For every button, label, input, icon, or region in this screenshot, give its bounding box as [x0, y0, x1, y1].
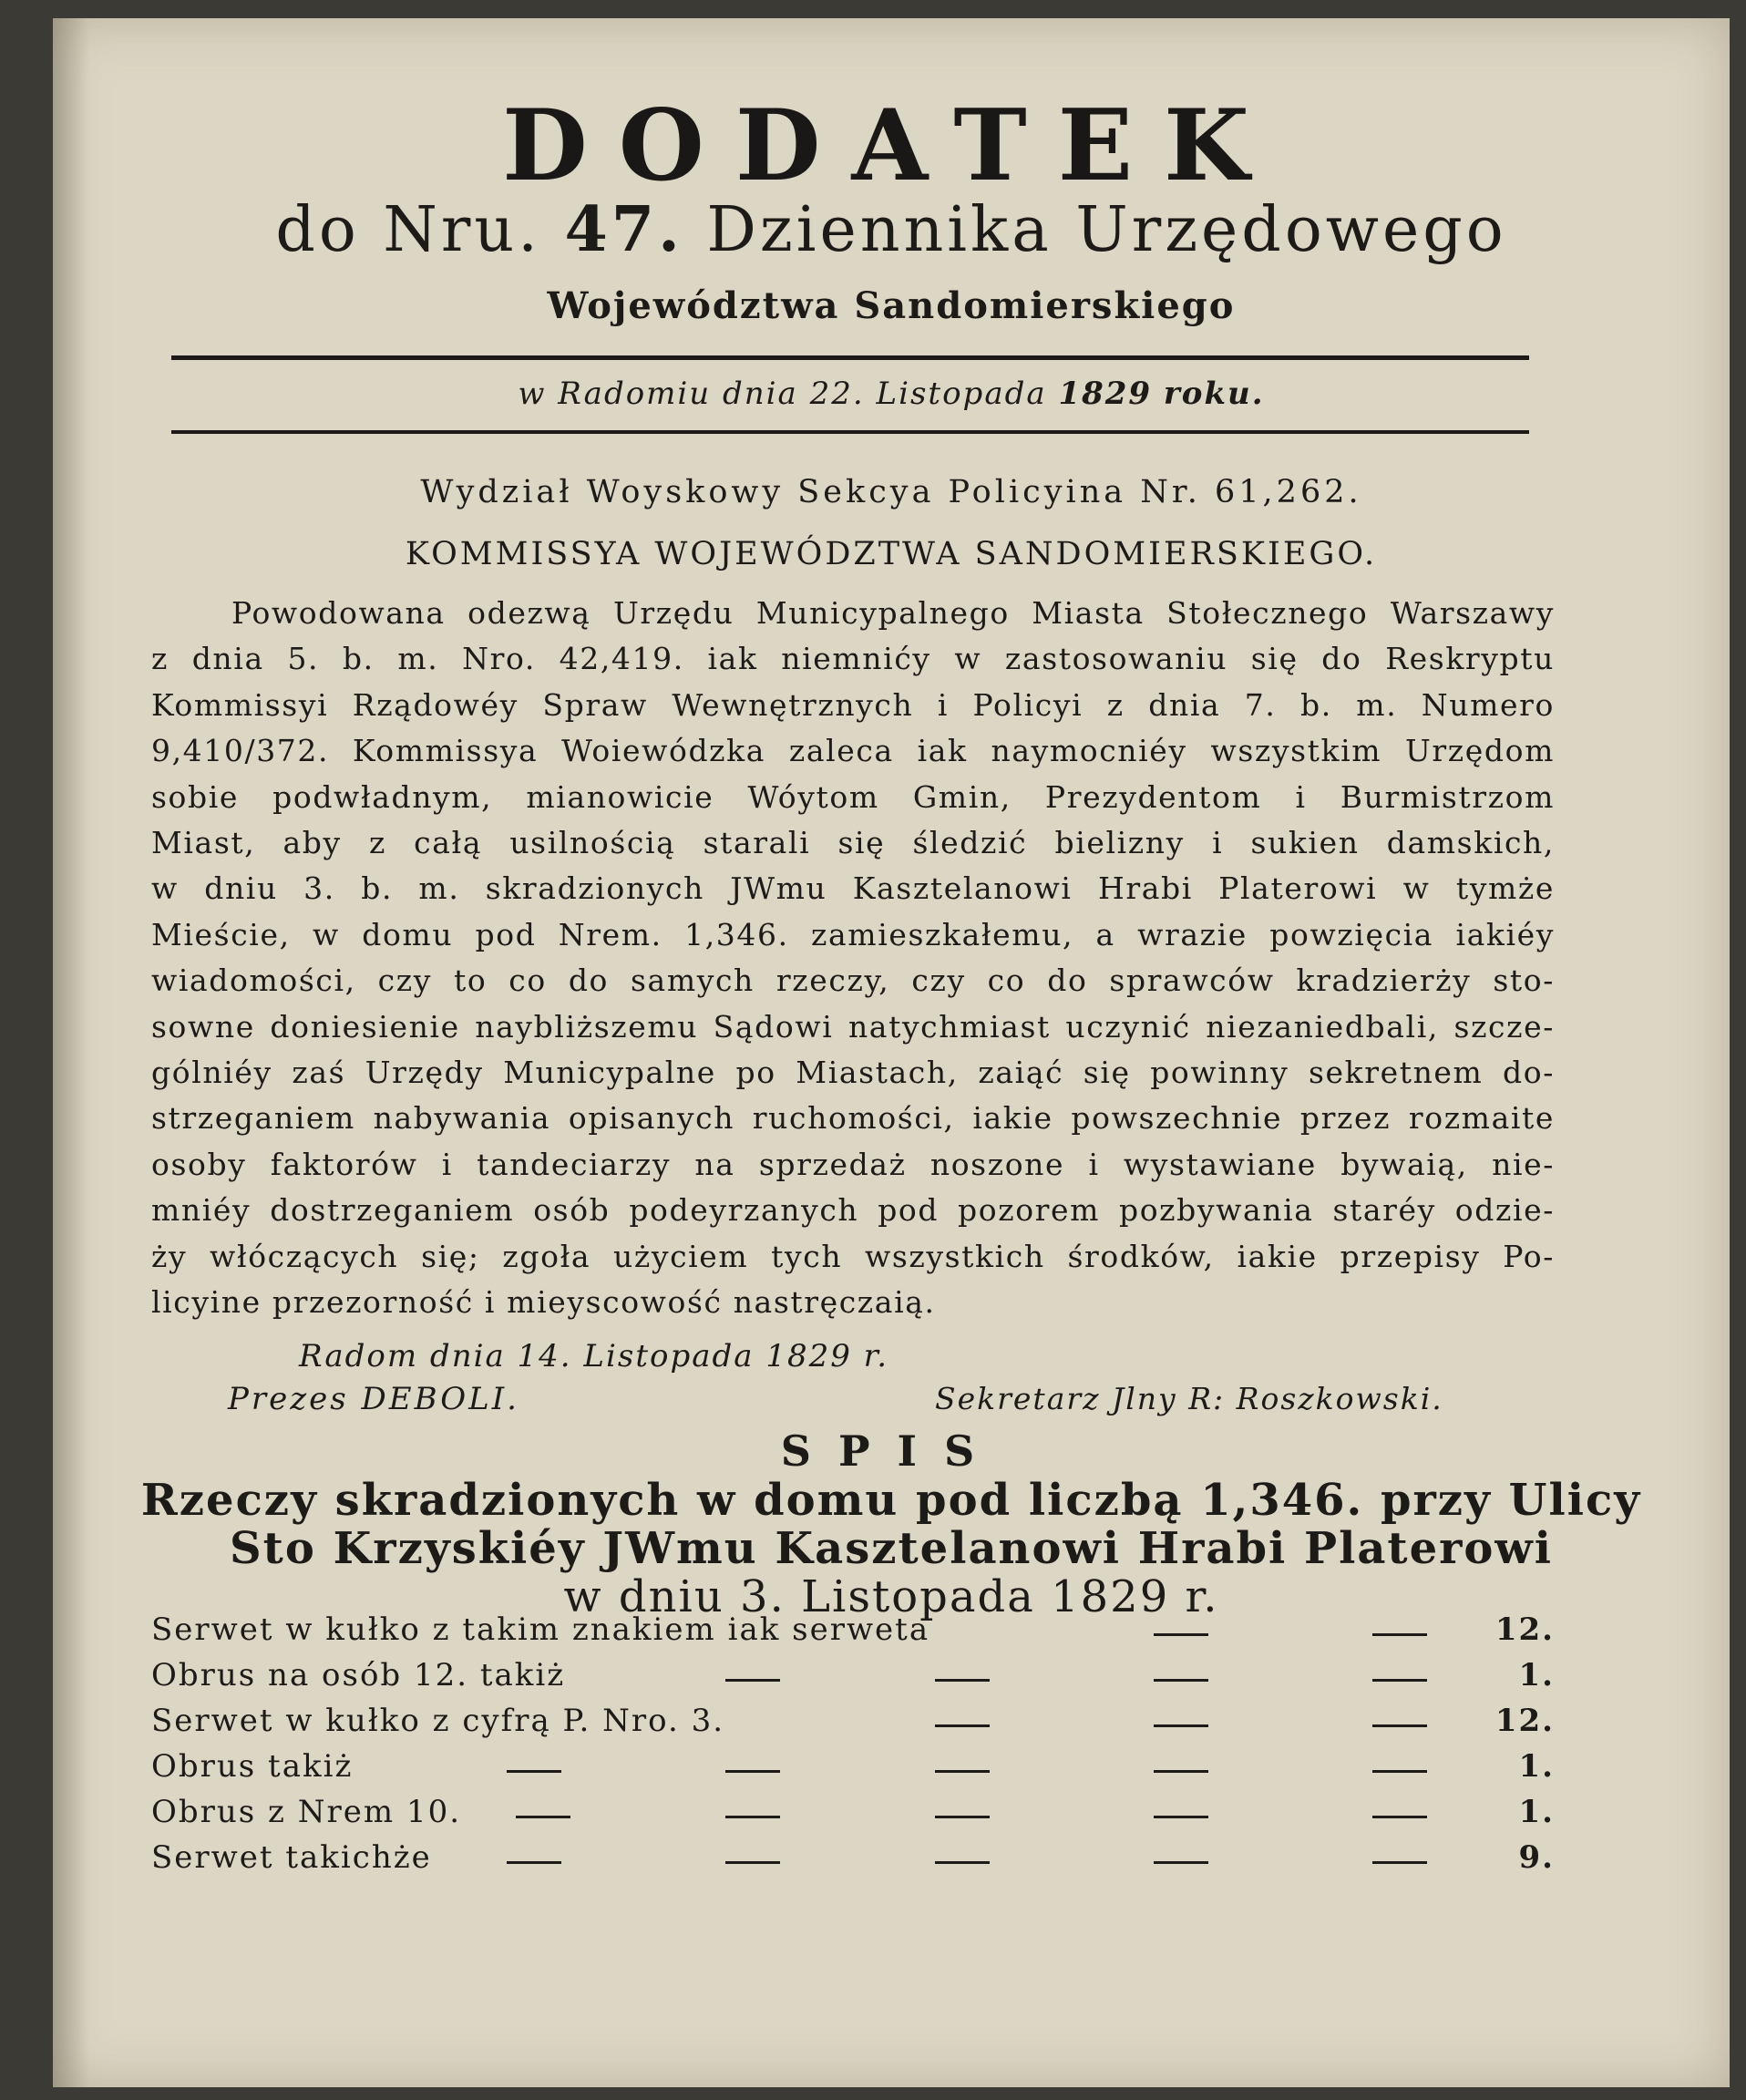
spis-heading-line-3: w dniu 3. Listopada 1829 r.: [563, 1571, 1219, 1622]
body-line: Kommissyi Rządowéy Spraw Wewnętrznych i Policyi z dnia 7. b. m. Numero: [151, 686, 1555, 723]
body-line: osoby faktorów i tandeciarzy na sprzedaż noszone i wystawiane bywaią, nie-: [151, 1146, 1555, 1182]
leader-dash: [935, 1816, 990, 1818]
dateline-month: Listopada: [876, 376, 1047, 412]
leader-dash: [1154, 1679, 1208, 1682]
body-line: Miast, aby z całą usilnością starali się śledzić bielizny i sukien damskich,: [151, 825, 1555, 861]
inventory-quantity: 12.: [1494, 1703, 1555, 1739]
inventory-row: [151, 1703, 1555, 1748]
dateline-pre: w Radomiu dnia: [518, 376, 798, 412]
dateline-day: 22.: [809, 376, 865, 412]
document-subtitle: [53, 193, 1730, 266]
leader-dash: [935, 1679, 990, 1682]
inventory-row: [151, 1657, 1555, 1703]
body-line: gólniéy zaś Urzędy Municypalne po Miastach, zaiąć się powinny sekretnem do-: [151, 1055, 1555, 1091]
spis-title: SPIS: [780, 1426, 1002, 1476]
leader-dash: [1154, 1724, 1208, 1727]
inventory-list: [151, 1611, 1555, 1885]
body-line: sowne doniesienie naybliższemu Sądowi natychmiast uczynić niezaniedbali, szcze-: [151, 1008, 1555, 1045]
spis-heading: [53, 1477, 1730, 1621]
leader-dash: [1372, 1724, 1427, 1727]
place-date: Radom dnia 14. Listopada 1829 r.: [299, 1338, 888, 1374]
inventory-quantity: 1.: [1518, 1657, 1555, 1693]
leader-dash: [1154, 1770, 1208, 1773]
inventory-quantity: 9.: [1518, 1839, 1555, 1876]
leader-dash: [725, 1770, 780, 1773]
dateline-year: 1829: [1058, 376, 1153, 412]
leader-dash: [1372, 1770, 1427, 1773]
leader-dash: [1154, 1861, 1208, 1864]
body-line: strzeganiem nabywania opisanych ruchomości, iakie powszechnie przez rozmaite: [151, 1100, 1555, 1137]
subtitle-prefix: do Nru.: [275, 194, 541, 266]
leader-dash: [725, 1816, 780, 1818]
body-line: wiadomości, czy to co do samych rzeczy, czy co do sprawców kradzierży sto-: [151, 962, 1555, 999]
leader-dash: [935, 1861, 990, 1864]
spis-heading-line-2: Sto Krzyskiéy JWmu Kasztelanowi Hrabi Platerowi: [230, 1523, 1553, 1574]
leader-dash: [1372, 1861, 1427, 1864]
inventory-item: Serwet takichże: [151, 1839, 432, 1876]
announcement-body: [151, 591, 1555, 1326]
dateline-post: roku.: [1163, 376, 1265, 412]
inventory-row: [151, 1748, 1555, 1794]
body-line: ży włóczących się; zgoła użyciem tych wszystkich środków, iakie przepisy Po-: [151, 1238, 1555, 1274]
header-rule-bottom: [171, 430, 1529, 434]
body-line: Mieście, w domu pod Nrem. 1,346. zamieszkałemu, a wrazie powzięcia iakiéy: [151, 916, 1555, 952]
leader-dash: [935, 1724, 990, 1727]
leader-dash: [1154, 1816, 1208, 1818]
leader-dash: [516, 1816, 570, 1818]
body-line: z dnia 5. b. m. Nro. 42,419. iak niemnićy w zastosowaniu się do Reskryptu: [151, 641, 1555, 677]
inventory-item: Obrus na osób 12. takiż: [151, 1657, 566, 1693]
body-line: 9,410/372. Kommissya Woiewódzka zaleca iak naymocniéy wszystkim Urzędom: [151, 733, 1555, 769]
inventory-item: Obrus takiż: [151, 1748, 354, 1785]
spis-heading-line-1: Rzeczy skradzionych w domu pod liczbą 1,346. przy Ulicy: [140, 1475, 1642, 1526]
leader-dash: [1372, 1679, 1427, 1682]
body-line: w dniu 3. b. m. skradzionych JWmu Kasztelanowi Hrabi Platerowi w tymże: [151, 870, 1555, 907]
commission-heading: KOMMISSYA WOJEWÓDZTWA SANDOMIERSKIEGO.: [405, 536, 1378, 572]
body-line: mniéy dostrzeganiem osób podeyrzanych pod pozorem pozbywania staréy odzie-: [151, 1192, 1555, 1229]
leader-dash: [725, 1861, 780, 1864]
inventory-item: Serwet w kułko z cyfrą P. Nro. 3.: [151, 1703, 725, 1739]
leader-dash: [507, 1861, 561, 1864]
secretary-signature: Sekretarz Jlny R: Roszkowski.: [935, 1381, 1443, 1416]
body-line: licyine przezorność i mieyscowość nastręczaią.: [151, 1284, 936, 1321]
leader-dash: [1372, 1633, 1427, 1636]
issue-number: 47.: [564, 193, 683, 266]
inventory-row: [151, 1839, 1555, 1885]
section-heading: Wydział Woyskowy Sekcya Policyina Nr. 61,262.: [420, 474, 1362, 510]
document-title: DODATEK: [502, 88, 1280, 203]
body-line: Powodowana odezwą Urzędu Municypalnego Miasta Stołecznego Warszawy: [231, 595, 1555, 631]
leader-dash: [507, 1770, 561, 1773]
page-fold-shadow: [53, 18, 89, 2087]
dateline: [53, 376, 1730, 412]
inventory-quantity: 1.: [1518, 1748, 1555, 1785]
inventory-row: [151, 1794, 1555, 1839]
president-signature: Prezes DEBOLI.: [228, 1381, 519, 1417]
voivodeship-line: Województwa Sandomierskiego: [547, 284, 1236, 327]
leader-dash: [1372, 1816, 1427, 1818]
header-rule-top: [171, 355, 1529, 360]
leader-dash: [935, 1770, 990, 1773]
inventory-quantity: 1.: [1518, 1794, 1555, 1830]
leader-dash: [725, 1679, 780, 1682]
body-line: sobie podwładnym, mianowicie Wóytom Gmin, Prezydentom i Burmistrzom: [151, 778, 1555, 815]
inventory-item: Serwet w kułko z takim znakiem iak serweta: [151, 1611, 930, 1648]
subtitle-rest: Dziennika Urzędowego: [706, 194, 1507, 266]
inventory-item: Obrus z Nrem 10.: [151, 1794, 462, 1830]
document-page: [53, 18, 1730, 2087]
inventory-quantity: 12.: [1494, 1611, 1555, 1648]
leader-dash: [1154, 1633, 1208, 1636]
inventory-row: [151, 1611, 1555, 1657]
